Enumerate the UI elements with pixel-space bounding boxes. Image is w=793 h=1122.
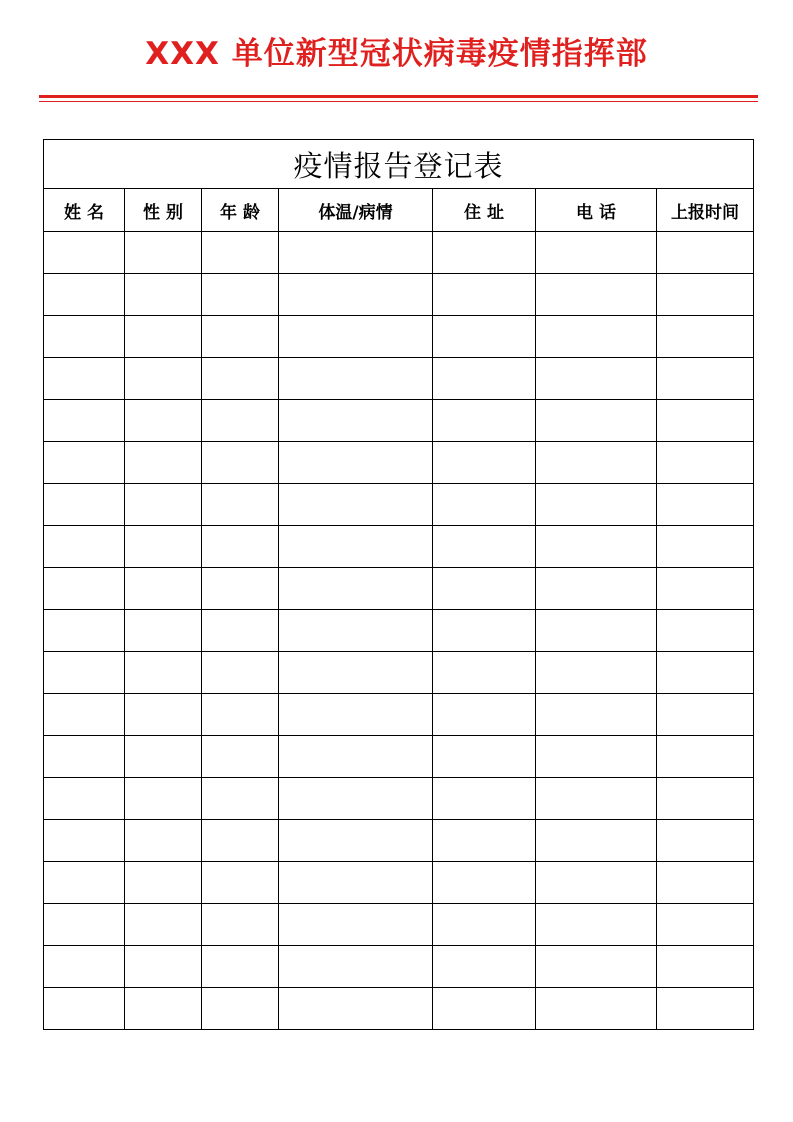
cell-report-time[interactable] xyxy=(657,568,754,610)
table-row xyxy=(44,988,754,1030)
cell-age[interactable] xyxy=(202,904,279,946)
cell-temperature-condition[interactable] xyxy=(279,862,433,904)
column-header-phone: 电 话 xyxy=(536,189,657,232)
cell-name[interactable] xyxy=(44,820,125,862)
cell-temperature-condition[interactable] xyxy=(279,358,433,400)
cell-report-time[interactable] xyxy=(657,316,754,358)
epidemic-report-table xyxy=(43,139,754,1030)
cell-phone[interactable] xyxy=(536,946,657,988)
cell-report-time[interactable] xyxy=(657,736,754,778)
cell-report-time[interactable] xyxy=(657,274,754,316)
cell-age[interactable] xyxy=(202,568,279,610)
cell-gender[interactable] xyxy=(125,694,202,736)
cell-gender[interactable] xyxy=(125,988,202,1030)
cell-name[interactable] xyxy=(44,652,125,694)
cell-temperature-condition[interactable] xyxy=(279,232,433,274)
cell-name[interactable] xyxy=(44,442,125,484)
cell-age[interactable] xyxy=(202,316,279,358)
cell-address[interactable] xyxy=(433,400,536,442)
cell-gender[interactable] xyxy=(125,652,202,694)
cell-gender[interactable] xyxy=(125,400,202,442)
cell-temperature-condition[interactable] xyxy=(279,904,433,946)
cell-address[interactable] xyxy=(433,862,536,904)
cell-phone[interactable] xyxy=(536,400,657,442)
cell-temperature-condition[interactable] xyxy=(279,484,433,526)
cell-phone[interactable] xyxy=(536,274,657,316)
column-header-age: 年 龄 xyxy=(202,189,279,232)
table-row xyxy=(44,442,754,484)
cell-report-time[interactable] xyxy=(657,904,754,946)
cell-name[interactable] xyxy=(44,568,125,610)
cell-phone[interactable] xyxy=(536,568,657,610)
cell-name[interactable] xyxy=(44,610,125,652)
table-row xyxy=(44,862,754,904)
column-header-name: 姓 名 xyxy=(44,189,125,232)
cell-phone[interactable] xyxy=(536,694,657,736)
cell-gender[interactable] xyxy=(125,736,202,778)
cell-report-time[interactable] xyxy=(657,946,754,988)
cell-phone[interactable] xyxy=(536,820,657,862)
column-header-address: 住 址 xyxy=(433,189,536,232)
cell-temperature-condition[interactable] xyxy=(279,274,433,316)
header-divider-thin xyxy=(39,101,758,102)
cell-name[interactable] xyxy=(44,736,125,778)
cell-temperature-condition[interactable] xyxy=(279,652,433,694)
cell-gender[interactable] xyxy=(125,904,202,946)
cell-age[interactable] xyxy=(202,694,279,736)
table-row xyxy=(44,652,754,694)
cell-gender[interactable] xyxy=(125,862,202,904)
cell-gender[interactable] xyxy=(125,526,202,568)
cell-phone[interactable] xyxy=(536,904,657,946)
table-row xyxy=(44,232,754,274)
cell-report-time[interactable] xyxy=(657,358,754,400)
cell-name[interactable] xyxy=(44,694,125,736)
cell-temperature-condition[interactable] xyxy=(279,316,433,358)
table-row xyxy=(44,316,754,358)
cell-phone[interactable] xyxy=(536,526,657,568)
cell-report-time[interactable] xyxy=(657,484,754,526)
cell-temperature-condition[interactable] xyxy=(279,442,433,484)
column-header-report-time: 上报时间 xyxy=(657,189,754,232)
cell-phone[interactable] xyxy=(536,862,657,904)
cell-address[interactable] xyxy=(433,820,536,862)
cell-report-time[interactable] xyxy=(657,232,754,274)
table-body xyxy=(44,232,754,1030)
cell-name[interactable] xyxy=(44,274,125,316)
cell-temperature-condition[interactable] xyxy=(279,988,433,1030)
cell-age[interactable] xyxy=(202,400,279,442)
cell-report-time[interactable] xyxy=(657,610,754,652)
cell-name[interactable] xyxy=(44,358,125,400)
cell-temperature-condition[interactable] xyxy=(279,778,433,820)
column-header-row xyxy=(44,189,754,232)
cell-address[interactable] xyxy=(433,526,536,568)
table-row xyxy=(44,274,754,316)
table-row xyxy=(44,484,754,526)
cell-report-time[interactable] xyxy=(657,862,754,904)
cell-address[interactable] xyxy=(433,946,536,988)
cell-phone[interactable] xyxy=(536,652,657,694)
cell-report-time[interactable] xyxy=(657,988,754,1030)
cell-gender[interactable] xyxy=(125,232,202,274)
cell-age[interactable] xyxy=(202,862,279,904)
cell-address[interactable] xyxy=(433,736,536,778)
cell-age[interactable] xyxy=(202,484,279,526)
table-row xyxy=(44,904,754,946)
cell-age[interactable] xyxy=(202,526,279,568)
cell-age[interactable] xyxy=(202,610,279,652)
cell-age[interactable] xyxy=(202,820,279,862)
table-row xyxy=(44,820,754,862)
cell-address[interactable] xyxy=(433,232,536,274)
cell-address[interactable] xyxy=(433,610,536,652)
cell-age[interactable] xyxy=(202,652,279,694)
cell-address[interactable] xyxy=(433,484,536,526)
cell-phone[interactable] xyxy=(536,358,657,400)
table-row xyxy=(44,778,754,820)
table-row xyxy=(44,526,754,568)
cell-age[interactable] xyxy=(202,358,279,400)
cell-gender[interactable] xyxy=(125,358,202,400)
cell-gender[interactable] xyxy=(125,778,202,820)
cell-age[interactable] xyxy=(202,736,279,778)
cell-report-time[interactable] xyxy=(657,652,754,694)
cell-report-time[interactable] xyxy=(657,400,754,442)
cell-gender[interactable] xyxy=(125,316,202,358)
cell-name[interactable] xyxy=(44,400,125,442)
cell-address[interactable] xyxy=(433,652,536,694)
cell-phone[interactable] xyxy=(536,610,657,652)
cell-age[interactable] xyxy=(202,778,279,820)
cell-phone[interactable] xyxy=(536,736,657,778)
cell-age[interactable] xyxy=(202,946,279,988)
cell-address[interactable] xyxy=(433,694,536,736)
cell-report-time[interactable] xyxy=(657,820,754,862)
table-row xyxy=(44,694,754,736)
table-row xyxy=(44,358,754,400)
cell-phone[interactable] xyxy=(536,316,657,358)
cell-address[interactable] xyxy=(433,274,536,316)
table-row xyxy=(44,736,754,778)
cell-age[interactable] xyxy=(202,232,279,274)
table-row xyxy=(44,946,754,988)
cell-age[interactable] xyxy=(202,988,279,1030)
cell-name[interactable] xyxy=(44,316,125,358)
cell-name[interactable] xyxy=(44,904,125,946)
cell-name[interactable] xyxy=(44,946,125,988)
cell-temperature-condition[interactable] xyxy=(279,946,433,988)
cell-temperature-condition[interactable] xyxy=(279,568,433,610)
cell-address[interactable] xyxy=(433,316,536,358)
cell-report-time[interactable] xyxy=(657,694,754,736)
cell-phone[interactable] xyxy=(536,232,657,274)
cell-temperature-condition[interactable] xyxy=(279,736,433,778)
cell-temperature-condition[interactable] xyxy=(279,526,433,568)
cell-gender[interactable] xyxy=(125,568,202,610)
cell-temperature-condition[interactable] xyxy=(279,610,433,652)
cell-phone[interactable] xyxy=(536,988,657,1030)
cell-name[interactable] xyxy=(44,862,125,904)
cell-name[interactable] xyxy=(44,988,125,1030)
cell-name[interactable] xyxy=(44,232,125,274)
table-row xyxy=(44,568,754,610)
cell-age[interactable] xyxy=(202,442,279,484)
cell-age[interactable] xyxy=(202,274,279,316)
cell-address[interactable] xyxy=(433,904,536,946)
column-header-gender: 性 别 xyxy=(125,189,202,232)
header-divider-thick xyxy=(39,95,758,98)
cell-address[interactable] xyxy=(433,358,536,400)
cell-phone[interactable] xyxy=(536,442,657,484)
cell-temperature-condition[interactable] xyxy=(279,694,433,736)
cell-gender[interactable] xyxy=(125,274,202,316)
table-row xyxy=(44,610,754,652)
cell-name[interactable] xyxy=(44,778,125,820)
cell-address[interactable] xyxy=(433,568,536,610)
cell-report-time[interactable] xyxy=(657,442,754,484)
cell-temperature-condition[interactable] xyxy=(279,400,433,442)
table-row xyxy=(44,400,754,442)
cell-phone[interactable] xyxy=(536,778,657,820)
cell-gender[interactable] xyxy=(125,946,202,988)
organization-title: XXX 单位新型冠状病毒疫情指挥部 xyxy=(145,36,648,72)
cell-name[interactable] xyxy=(44,484,125,526)
cell-gender[interactable] xyxy=(125,820,202,862)
cell-report-time[interactable] xyxy=(657,778,754,820)
cell-gender[interactable] xyxy=(125,442,202,484)
cell-address[interactable] xyxy=(433,988,536,1030)
cell-phone[interactable] xyxy=(536,484,657,526)
cell-address[interactable] xyxy=(433,778,536,820)
cell-gender[interactable] xyxy=(125,610,202,652)
cell-name[interactable] xyxy=(44,526,125,568)
cell-gender[interactable] xyxy=(125,484,202,526)
cell-report-time[interactable] xyxy=(657,526,754,568)
column-header-temperature-condition: 体温/病情 xyxy=(279,189,433,232)
form-title: 疫情报告登记表 xyxy=(44,140,754,189)
cell-address[interactable] xyxy=(433,442,536,484)
cell-temperature-condition[interactable] xyxy=(279,820,433,862)
